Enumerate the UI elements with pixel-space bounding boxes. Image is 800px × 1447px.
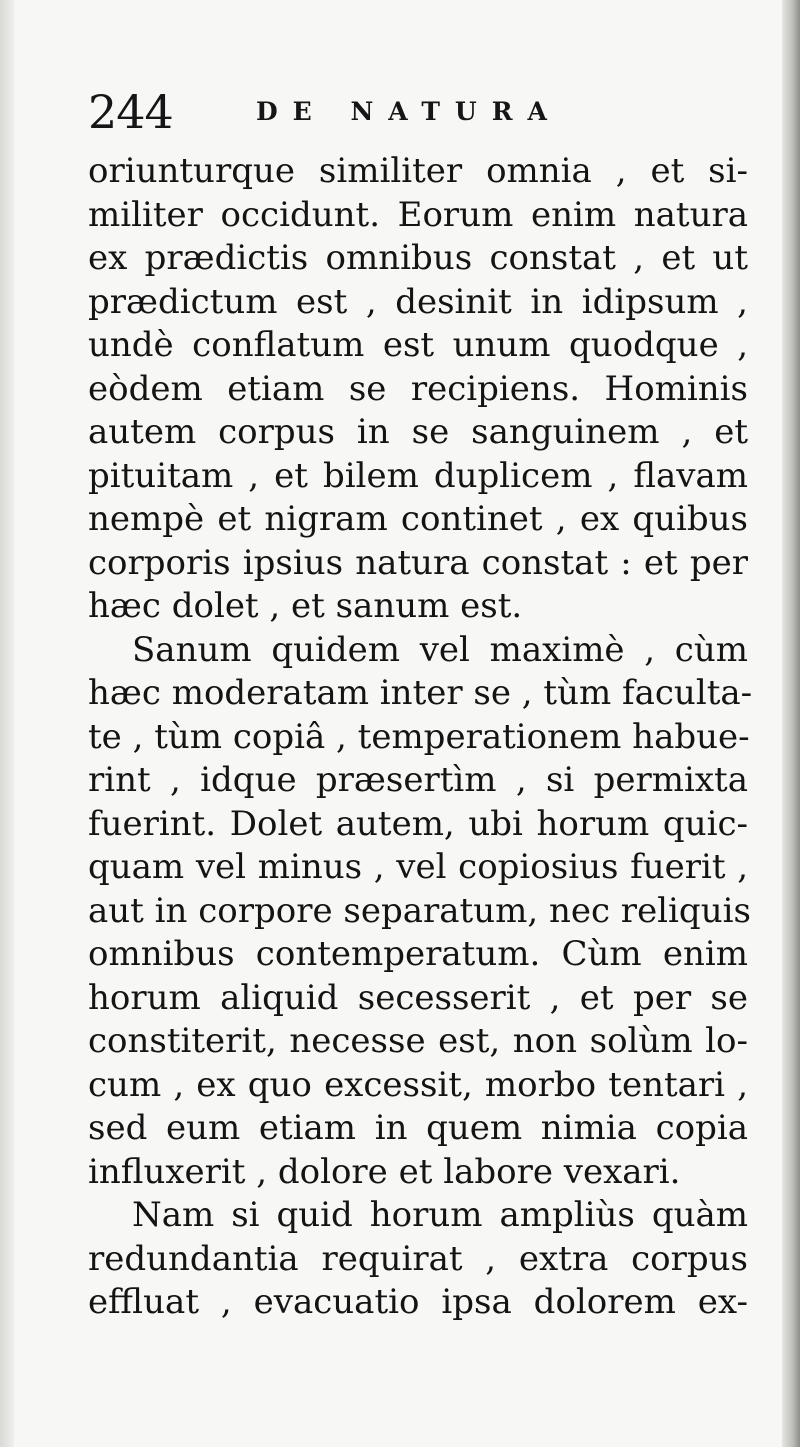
text-line: hæc moderatam inter se , tùm faculta-: [88, 673, 753, 713]
text-line: militer occidunt. Eorum enim natura: [88, 194, 748, 235]
text-line: prædictum est , desinit in idipsum ,: [88, 281, 748, 322]
text-line: eòdem etiam se recipiens. Hominis: [88, 368, 748, 409]
text-line: cum , ex quo excessit, morbo tentari ,: [88, 1064, 748, 1105]
text-line: te , tùm copiâ , temperationem habue-: [88, 716, 750, 757]
text-line: undè conflatum est unum quodque ,: [88, 325, 748, 365]
text-line: aut in corpore separatum, nec reliquis: [88, 890, 751, 931]
text-line: Sanum quidem vel maximè , cùm: [132, 629, 748, 670]
text-line: quam vel minus , vel copiosius fuerit ,: [88, 847, 748, 887]
text-line: oriunturque similiter omnia , et si-: [88, 151, 748, 191]
text-line: redundantia requirat , extra corpus: [88, 1238, 748, 1279]
text-line: horum aliquid secesserit , et per se: [88, 977, 748, 1018]
page-right-edge: [782, 0, 800, 1447]
running-title: DE NATURA: [256, 97, 562, 126]
text-line: hæc dolet , et sanum est.: [88, 586, 523, 626]
text-line: pituitam , et bilem duplicem , flavam: [88, 455, 748, 496]
text-line: effluat , evacuatio ipsa dolorem ex-: [88, 1282, 748, 1322]
body-text: [88, 150, 753, 1325]
page-header: [88, 82, 738, 142]
text-line: autem corpus in se sanguinem , et: [88, 412, 748, 452]
page-left-edge: [0, 0, 14, 1447]
text-line: fuerint. Dolet autem, ubi horum quic-: [88, 803, 748, 844]
text-line: Nam si quid horum ampliùs quàm: [132, 1195, 748, 1235]
text-line: constiterit, necesse est, non solùm lo-: [88, 1021, 748, 1061]
text-line: rint , idque præsertìm , si permixta: [88, 760, 748, 800]
text-line: sed eum etiam in quem nimia copia: [88, 1108, 748, 1148]
page-number: 244: [88, 85, 173, 139]
text-line: omnibus contemperatum. Cùm enim: [88, 934, 748, 974]
text-line: nempè et nigram continet , ex quibus: [88, 499, 748, 539]
text-line: corporis ipsius natura constat : et per: [88, 542, 748, 583]
text-line: ex prædictis omnibus constat , et ut: [88, 238, 748, 278]
text-line: influxerit , dolore et labore vexari.: [88, 1151, 681, 1192]
